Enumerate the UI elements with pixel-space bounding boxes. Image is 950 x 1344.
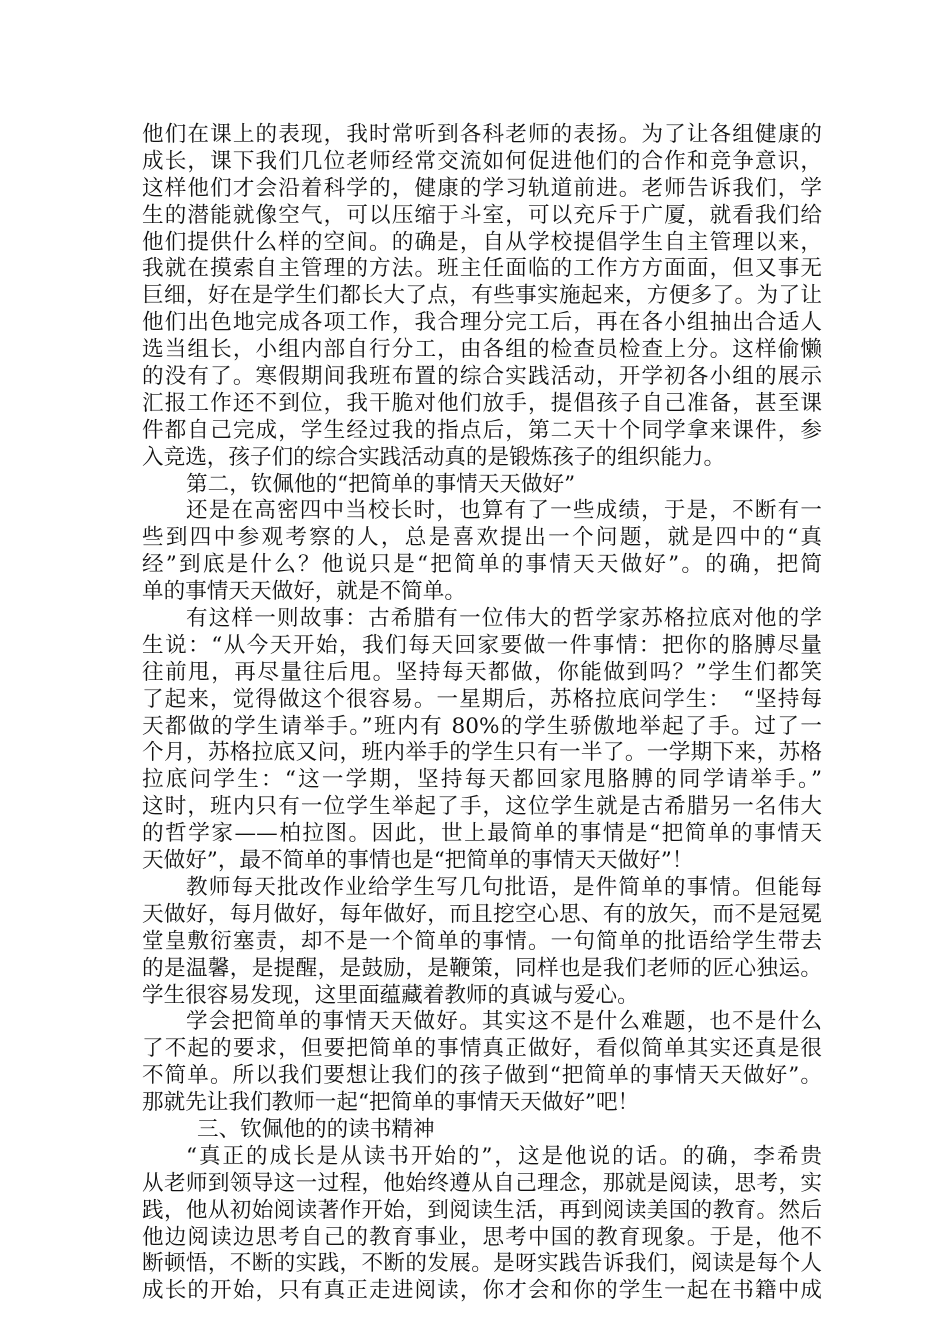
text-line: 我就在摸索自主管理的方法。班主任面临的工作方方面面，但又事无 [142,256,822,282]
text-line: 单的事情天天做好，就是不简单。 [142,579,466,605]
text-line: 天做好，每月做好，每年做好，而且挖空心思、有的放矢，而不是冠冕 [142,901,822,927]
text-line: 这时，班内只有一位学生举起了手，这位学生就是古希腊另一名伟大 [142,794,822,820]
text-line: 了起来，觉得做这个很容易。一星期后，苏格拉底问学生： “坚持每 [142,686,822,712]
text-line: 他边阅读边思考自己的教育事业，思考中国的教育现象。于是，他不 [142,1224,822,1250]
section-heading: 第二，钦佩他的“把简单的事情天天做好” [186,471,576,497]
text-line: “真正的成长是从读书开始的”，这是他说的话。的确，李希贵 [186,1143,822,1169]
text-line: 入竞选，孩子们的综合实践活动真的是锻炼孩子的组织能力。 [142,444,726,470]
text-line: 个月，苏格拉底又问，班内举手的学生只有一半了。一学期下来，苏格 [142,740,822,766]
text-line: 经”到底是什么？他说只是“把简单的事情天天做好”。的确，把简 [142,552,822,578]
text-line: 学会把简单的事情天天做好。其实这不是什么难题，也不是什么 [186,1009,822,1035]
text-line: 汇报工作还不到位，我干脆对他们放手，提倡孩子自己准备，甚至课 [142,390,822,416]
text-line: 从老师到领导这一过程，他始终遵从自己理念，那就是阅读，思考，实 [142,1170,822,1196]
text-line: 生说：“从今天开始，我们每天回家要做一件事情：把你的胳膊尽量 [142,632,822,658]
text-line: 的没有了。寒假期间我班布置的综合实践活动，开学初各小组的展示 [142,364,822,390]
text-line: 往前甩，再尽量往后甩。坚持每天都做，你能做到吗？”学生们都笑 [142,659,822,685]
text-line: 他们在课上的表现，我时常听到各科老师的表扬。为了让各组健康的 [142,122,822,147]
text-line: 天都做的学生请举手。”班内有 80%的学生骄傲地举起了手。过了一 [142,713,822,739]
document-body [142,122,822,1305]
text-line: 选当组长，小组内部自行分工，由各组的检查员检查上分。这样偷懒 [142,337,822,363]
text-line: 他们出色地完成各项工作，我合理分完工后，再在各小组抽出合适人 [142,310,822,336]
text-line: 天做好”，最不简单的事情也是“把简单的事情天天做好”！ [142,848,694,874]
text-line: 巨细，好在是学生们都长大了点，有些事实施起来，方便多了。为了让 [142,283,822,309]
text-line: 践，他从初始阅读著作开始，到阅读生活，再到阅读美国的教育。然后 [142,1197,822,1223]
text-line: 还是在高密四中当校长时，也算有了一些成绩，于是，不断有一 [186,498,822,524]
text-line: 断顿悟，不断的实践，不断的发展。是呀实践告诉我们，阅读是每个人 [142,1251,822,1277]
text-line: 那就先让我们教师一起“把简单的事情天天做好”吧！ [142,1090,640,1116]
text-line: 这样他们才会沿着科学的，健康的学习轨道前进。老师告诉我们，学 [142,175,822,201]
text-line: 学生很容易发现，这里面蕴藏着教师的真诚与爱心。 [142,982,639,1008]
text-line: 堂皇敷衍塞责，却不是一个简单的事情。一句简单的批语给学生带去 [142,928,822,954]
text-line: 成长的开始，只有真正走进阅读，你才会和你的学生一起在书籍中成 [142,1278,822,1304]
text-line: 他们提供什么样的空间。的确是，自从学校提倡学生自主管理以来， [142,229,822,255]
text-line: 的是温馨，是提醒，是鼓励，是鞭策，同样也是我们老师的匠心独运。 [142,955,822,981]
text-line: 成长，课下我们几位老师经常交流如何促进他们的合作和竞争意识， [142,148,822,174]
text-line: 教师每天批改作业给学生写几句批语，是件简单的事情。但能每 [186,874,822,900]
text-line: 了不起的要求，但要把简单的事情真正做好，看似简单其实还真是很 [142,1036,822,1062]
text-line: 拉底问学生：“这一学期，坚持每天都回家甩胳膊的同学请举手。” [142,767,822,793]
text-line: 有这样一则故事：古希腊有一位伟大的哲学家苏格拉底对他的学 [186,606,822,632]
text-line: 件都自己完成，学生经过我的指点后，第二天十个同学拿来课件，参 [142,417,822,443]
text-line: 生的潜能就像空气，可以压缩于斗室，可以充斥于广厦，就看我们给 [142,202,822,228]
text-line: 的哲学家——柏拉图。因此，世上最简单的事情是“把简单的事情天 [142,821,822,847]
section-heading: 三、钦佩他的的读书精神 [197,1116,435,1142]
text-line: 些到四中参观考察的人，总是喜欢提出一个问题，就是四中的“真 [142,525,822,551]
text-line: 不简单。所以我们要想让我们的孩子做到“把简单的事情天天做好”。 [142,1063,822,1089]
